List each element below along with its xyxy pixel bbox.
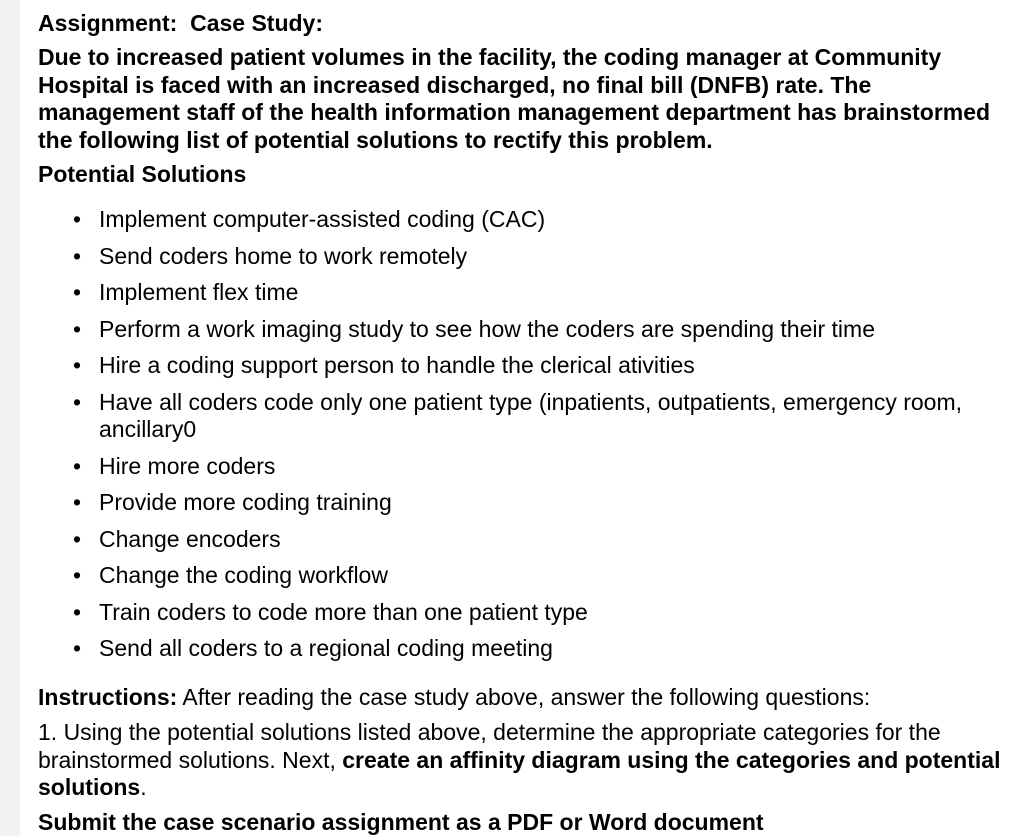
question-end: . (140, 774, 147, 800)
list-item: • Hire more coders (73, 452, 276, 479)
potential-solutions-heading: Potential Solutions (38, 161, 247, 187)
assignment-title (38, 9, 323, 37)
submission-instructions: Submit the case scenario assignment as a PDF or Word document (38, 809, 764, 835)
question-1 (38, 719, 1013, 802)
bullet-icon: • (73, 562, 82, 588)
bullet-icon: • (73, 352, 82, 378)
list-item: • Send all coders to a regional coding meeting (73, 635, 553, 661)
list-item: • Hire a coding support person to handle the clerical ativities (73, 352, 695, 378)
list-item: • Train coders to code more than one patient type (73, 598, 588, 625)
list-item: • Implement computer-assisted coding (CAC) (73, 206, 546, 232)
instructions (38, 684, 1013, 712)
assignment-type: Case Study: (190, 10, 324, 36)
instructions-text: After reading the case study above, answer the following questions: (177, 684, 871, 710)
case-scenario: Due to increased patient volumes in the facility, the coding manager at Community Hospital is faced with an increased discharged, no final bill (DNFB) rate. The management staff of the health information management department has brainstormed the following list of potential solutions to rectify this problem. (38, 44, 991, 153)
bullet-icon: • (73, 279, 82, 305)
instructions-label: Instructions: (38, 684, 178, 710)
list-item: • Send coders home to work remotely (73, 242, 468, 269)
list-item: • Have all coders code only one patient type (inpatients, outpatients, emergency room, ancillary0 (73, 388, 962, 442)
bullet-icon: • (73, 388, 82, 415)
bullet-icon: • (73, 452, 82, 479)
list-item: • Provide more coding training (73, 489, 392, 515)
list-item: • Perform a work imaging study to see how the coders are spending their time (73, 315, 875, 342)
solutions-list (38, 206, 1018, 672)
question-emphasis: create an affinity diagram using the categories and potential solutions (38, 746, 1001, 800)
assignment-label: Assignment: (38, 10, 178, 36)
bullet-icon: • (73, 598, 82, 625)
list-item: • Change encoders (73, 525, 281, 552)
bullet-icon: • (73, 206, 82, 232)
bullet-icon: • (73, 315, 82, 342)
bullet-icon: • (73, 242, 82, 269)
left-rail (0, 0, 20, 836)
bullet-icon: • (73, 635, 82, 661)
list-item: • Change the coding workflow (73, 562, 388, 588)
bullet-icon: • (73, 525, 82, 552)
bullet-icon: • (73, 489, 82, 515)
question-text: 1. Using the potential solutions listed above, determine the appropriate categories for the brainstormed solutions. Next, (38, 719, 941, 773)
list-item: • Implement flex time (73, 279, 299, 305)
